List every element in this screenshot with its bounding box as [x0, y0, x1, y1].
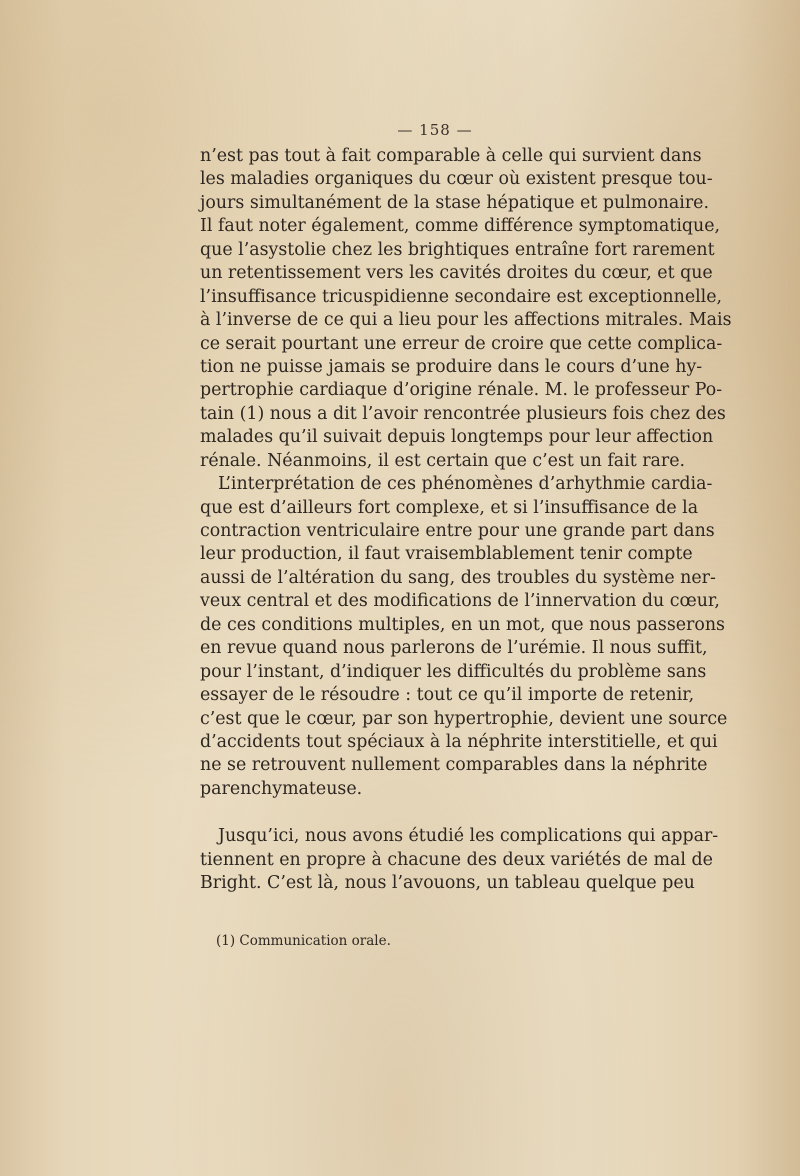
text-line: un retentissement vers les cavités droites du cœur, et que — [200, 263, 713, 284]
text-line: contraction ventriculaire entre pour une grande part dans — [200, 521, 715, 541]
text-line: d’accidents tout spéciaux à la néphrite interstitielle, et qui — [200, 731, 718, 752]
text-line: aussi de l’altération du sang, des troubles du système ner- — [200, 567, 716, 588]
text-line: veux central et des modifications de l’innervation du cœur, — [200, 591, 720, 612]
text-line: ne se retrouvent nullement comparables dans la néphrite — [200, 755, 708, 776]
text-line: leur production, il faut vraisemblablement tenir compte — [200, 544, 693, 565]
text-line: jours simultanément de la stase hépatique et pulmonaire. — [200, 192, 709, 213]
text-line: L’interprétation de ces phénomènes d’arhythmie cardia- — [218, 474, 713, 495]
text-line: tion ne puisse jamais se produire dans le cours d’une hy- — [200, 356, 703, 377]
text-line: que l’asystolie chez les brightiques entraîne fort rarement — [200, 239, 715, 260]
text-line: que est d’ailleurs fort complexe, et si l’insuffisance de la — [200, 497, 699, 518]
footnote: (1) Communication orale. — [216, 933, 391, 949]
text-line: à l’inverse de ce qui a lieu pour les affections mitrales. Mais — [200, 310, 732, 331]
text-line: n’est pas tout à fait comparable à celle qui survient dans — [200, 146, 702, 166]
text-line: pour l’instant, d’indiquer les difficultés du problème sans — [200, 661, 707, 682]
text-line: tain (1) nous a dit l’avoir rencontrée plusieurs fois chez des — [200, 403, 726, 424]
text-line: essayer de le résoudre : tout ce qu’il importe de retenir, — [200, 685, 695, 706]
page-number: — 158 — — [397, 121, 473, 139]
text-line: ce serait pourtant une erreur de croire que cette complica- — [200, 333, 723, 354]
text-line: en revue quand nous parlerons de l’urémie. Il nous suffit, — [200, 638, 708, 659]
text-line: rénale. Néanmoins, il est certain que c’est un fait rare. — [200, 450, 686, 471]
text-line: tiennent en propre à chacune des deux variétés de mal de — [200, 849, 713, 870]
text-line: l’insuffisance tricuspidienne secondaire est exceptionnelle, — [200, 286, 723, 307]
text-line: malades qu’il suivait depuis longtemps pour leur affection — [200, 427, 714, 448]
text-line: les maladies organiques du cœur où existent presque tou- — [200, 169, 713, 190]
text-line: Jusqu’ici, nous avons étudié les complications qui appar- — [218, 826, 719, 847]
paragraph-spacer — [200, 801, 685, 825]
text-line: pertrophie cardiaque d’origine rénale. M. le professeur Po- — [200, 380, 723, 401]
text-line: c’est que le cœur, par son hypertrophie, devient une source — [200, 708, 728, 729]
body-text — [200, 145, 732, 896]
text-line: de ces conditions multiples, en un mot, que nous passerons — [200, 614, 725, 635]
text-line: Il faut noter également, comme différence symptomatique, — [200, 216, 721, 237]
text-line: parenchymateuse. — [200, 778, 363, 799]
paragraph-1 — [200, 145, 732, 473]
text-line: Bright. C’est là, nous l’avouons, un tableau quelque peu — [200, 873, 695, 894]
paragraph-3 — [200, 825, 719, 895]
paragraph-2 — [200, 473, 728, 801]
